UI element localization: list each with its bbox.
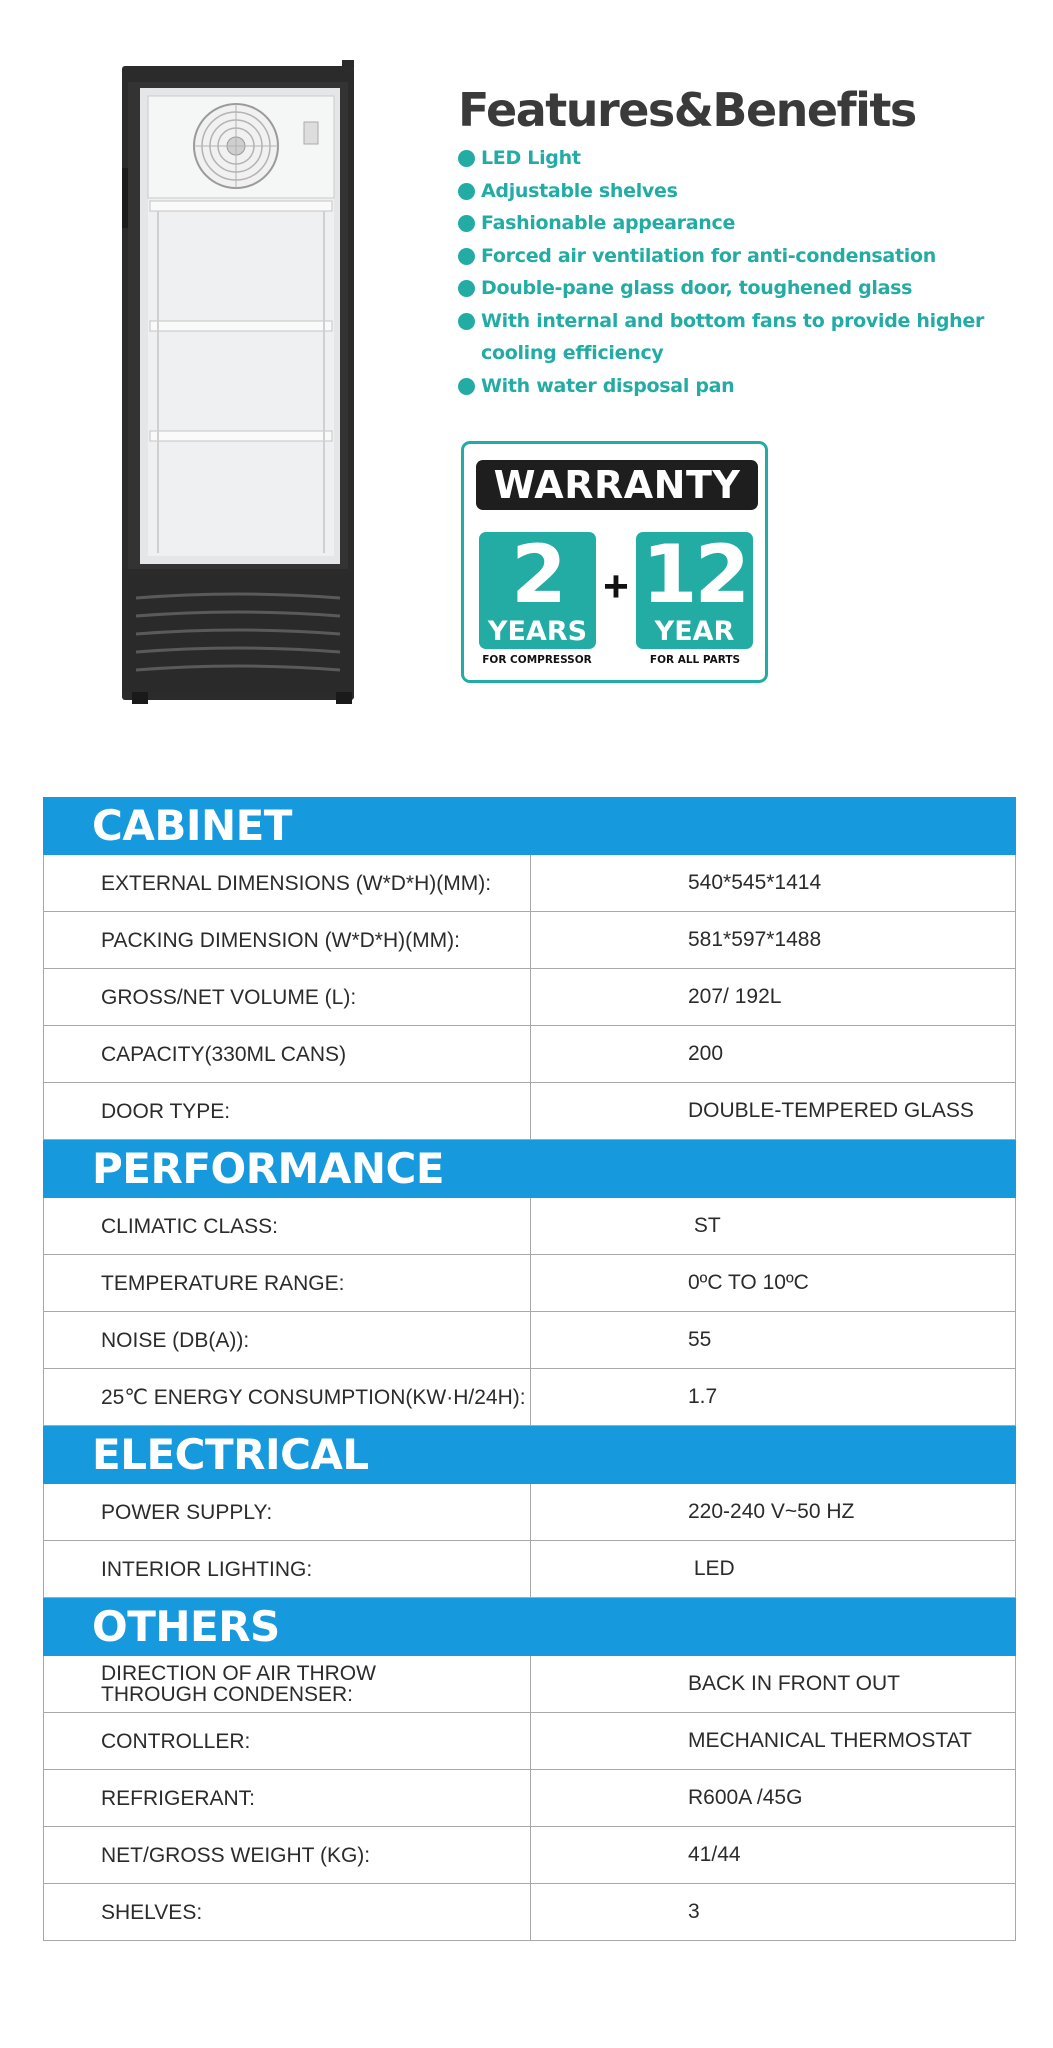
spec-value: 540*545*1414 xyxy=(688,871,822,894)
spec-label: INTERIOR LIGHTING: xyxy=(44,1541,531,1597)
features-title: Features&Benefits xyxy=(458,83,916,137)
spec-value: 207/ 192L xyxy=(688,985,782,1008)
table-row xyxy=(43,1713,1016,1770)
table-row xyxy=(43,855,1016,912)
warranty-badge xyxy=(461,441,768,683)
table-row xyxy=(43,1026,1016,1083)
compressor-years-unit: YEARS xyxy=(487,616,588,647)
spec-label: DOOR TYPE: xyxy=(44,1083,531,1139)
bullet-dot-icon xyxy=(458,183,475,200)
spec-label: CONTROLLER: xyxy=(44,1713,531,1769)
fan-icon xyxy=(194,104,278,188)
spec-label: CLIMATIC CLASS: xyxy=(44,1198,531,1254)
compressor-years-number: 2 xyxy=(511,528,564,621)
spec-label: DIRECTION OF AIR THROW THROUGH CONDENSER: xyxy=(44,1656,531,1712)
parts-warranty-caption: FOR ALL PARTS xyxy=(649,654,741,666)
table-row xyxy=(43,1827,1016,1884)
section-header-performance: PERFORMANCE xyxy=(43,1140,1016,1198)
spec-value: 41/44 xyxy=(688,1843,741,1866)
spec-value: 55 xyxy=(688,1328,712,1351)
spec-value: 200 xyxy=(688,1042,724,1065)
spec-label: NET/GROSS WEIGHT (KG): xyxy=(44,1827,531,1883)
spec-value: MECHANICAL THERMOSTAT xyxy=(688,1729,972,1752)
spec-label: PACKING DIMENSION (W*D*H)(MM): xyxy=(44,912,531,968)
compressor-warranty-caption: FOR COMPRESSOR xyxy=(482,654,592,666)
table-row xyxy=(43,1083,1016,1140)
bullet-dot-icon xyxy=(458,280,475,297)
feature-item: Double-pane glass door, toughened glass xyxy=(458,272,1038,305)
table-row xyxy=(43,1656,1016,1713)
spec-value: 0ºC TO 10ºC xyxy=(688,1271,809,1294)
section-header-others: OTHERS xyxy=(43,1598,1016,1656)
table-row xyxy=(43,1312,1016,1369)
table-row xyxy=(43,1369,1016,1426)
spec-label: REFRIGERANT: xyxy=(44,1770,531,1826)
table-row xyxy=(43,1255,1016,1312)
table-row xyxy=(43,1484,1016,1541)
spec-value: 581*597*1488 xyxy=(688,928,822,951)
parts-years-unit: YEAR xyxy=(654,616,735,647)
feature-item: With internal and bottom fans to provide higher cooling efficiency xyxy=(458,305,1038,370)
spec-label: 25℃ ENERGY CONSUMPTION(KW·H/24H): xyxy=(44,1369,531,1425)
spec-value: ST xyxy=(688,1214,721,1237)
spec-label: POWER SUPPLY: xyxy=(44,1484,531,1540)
table-row xyxy=(43,1884,1016,1941)
spec-value: DOUBLE-TEMPERED GLASS xyxy=(688,1099,974,1122)
warranty-title: WARRANTY xyxy=(476,460,758,510)
spec-label: EXTERNAL DIMENSIONS (W*D*H)(MM): xyxy=(44,855,531,911)
features-section xyxy=(458,80,1038,402)
features-list xyxy=(458,142,1038,402)
plus-icon: + xyxy=(603,562,629,611)
spec-table xyxy=(43,797,1016,1941)
spec-value: R600A /45G xyxy=(688,1786,803,1809)
table-row xyxy=(43,969,1016,1026)
feature-item: Fashionable appearance xyxy=(458,207,1038,240)
spec-value: 1.7 xyxy=(688,1385,718,1408)
parts-warranty-box xyxy=(636,528,753,649)
feature-item: Forced air ventilation for anti-condensation xyxy=(458,240,1038,273)
table-row xyxy=(43,912,1016,969)
bullet-dot-icon xyxy=(458,378,475,395)
compressor-warranty-box xyxy=(479,528,596,649)
table-row xyxy=(43,1198,1016,1255)
feature-item: With water disposal pan xyxy=(458,370,1038,403)
spec-label: SHELVES: xyxy=(44,1884,531,1940)
spec-value: LED xyxy=(688,1557,735,1580)
bullet-dot-icon xyxy=(458,150,475,167)
section-header-cabinet: CABINET xyxy=(43,797,1016,855)
bullet-dot-icon xyxy=(458,313,475,330)
spec-label: TEMPERATURE RANGE: xyxy=(44,1255,531,1311)
spec-label: GROSS/NET VOLUME (L): xyxy=(44,969,531,1025)
fridge-product-image xyxy=(118,58,368,708)
spec-value: BACK IN FRONT OUT xyxy=(688,1672,900,1695)
spec-value: 3 xyxy=(688,1900,700,1923)
parts-years-number: 12 xyxy=(641,528,748,621)
spec-label: CAPACITY(330ML CANS) xyxy=(44,1026,531,1082)
table-row xyxy=(43,1541,1016,1598)
bullet-dot-icon xyxy=(458,215,475,232)
spec-value: 220-240 V~50 HZ xyxy=(688,1500,855,1523)
section-header-electrical: ELECTRICAL xyxy=(43,1426,1016,1484)
feature-item: LED Light xyxy=(458,142,1038,175)
table-row xyxy=(43,1770,1016,1827)
bullet-dot-icon xyxy=(458,248,475,265)
feature-item: Adjustable shelves xyxy=(458,175,1038,208)
spec-label: NOISE (DB(A)): xyxy=(44,1312,531,1368)
